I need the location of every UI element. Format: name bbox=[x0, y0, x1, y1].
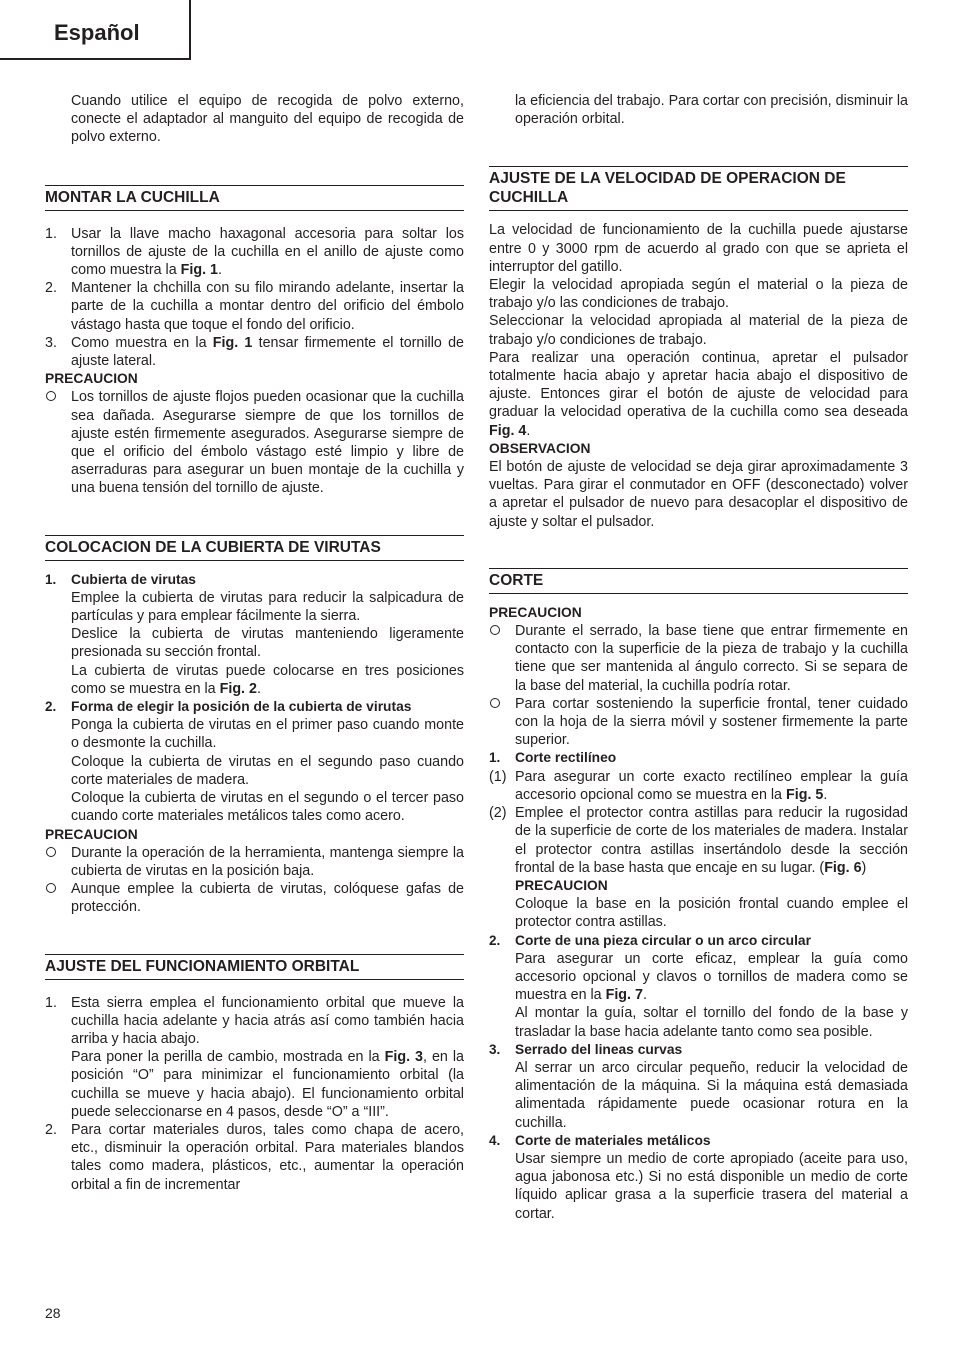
chip-step-1: 1. Cubierta de virutas Emplee la cubierta de virutas para reducir la salpicadura de partículas y para emplear fácilmente la sierra. Deslice la cubierta de virutas manteniendo ligeramente presionada su sección frontal. La cubierta de virutas puede colocarse en tres posiciones como se muestra en la Fig. 2. bbox=[45, 571, 464, 697]
orbital-step-1: 1. Esta sierra emplea el funcionamiento orbital que mueve la cuchilla hacia adelante y hacia atrás así como también hacia arriba y hacia abajo. Para poner la perilla de cambio, mostrada en la Fig. 3, en la posición “O” para minimizar el funcionamiento orbital (la cuchilla se mueve y hacia abajo). El funcionamiento orbital puede seleccionarse en 4 pasos, desde “O” a “III”. bbox=[45, 994, 465, 1120]
mount-steps bbox=[45, 225, 464, 498]
cut-body bbox=[489, 604, 908, 1223]
section-title-speed: AJUSTE DE LA VELOCIDAD DE OPERACION DE CUCHILLA bbox=[489, 166, 908, 211]
circle-bullet-icon bbox=[490, 625, 500, 635]
mount-step-3: 3. Como muestra en la Fig. 1 tensar firmemente el tornillo de ajuste lateral. bbox=[45, 334, 464, 370]
cut-step-3: 3. Serrado del lineas curvas Al serrar un arco circular pequeño, reducir la velocidad de alimentación de la máquina. Si la máquina está demasiada alimentada rápidamente puede ocasionar rotura en la cuchilla. bbox=[489, 1041, 908, 1131]
orbital-step-2: 2. Para cortar materiales duros, tales como chapa de acero, etc., disminuir la operación orbital. Para materiales blandos tales como madera, plásticos, etc., aumentar la operación orbital a fin de incrementar bbox=[45, 1121, 464, 1193]
cut-caution-item-1: Durante el serrado, la base tiene que entrar firmemente en contacto con la superficie de la pieza de trabajo y la cuchilla tiene que ser mantenida al ángulo correcto. Si se separa de la base del material, la cuchilla podría rotar. bbox=[489, 622, 908, 695]
circle-bullet-icon bbox=[46, 883, 56, 893]
cut-caution-label: PRECAUCION bbox=[489, 604, 582, 620]
mount-caution-item: Los tornillos de ajuste flojos pueden ocasionar que la cuchilla sea dañada. Asegurarse siempre de que los tornillos de ajuste estén firmemente asegurados. Asegurarse siempre de que el orificio del émbolo vástago esté limpio y libre de aserraduras para asegurar un buen montaje de la cuchilla y una buena tensión del tornillo de ajuste. bbox=[45, 388, 464, 497]
circle-bullet-icon bbox=[46, 847, 56, 857]
page-number: 28 bbox=[45, 1305, 61, 1321]
chip-caution-item-2: Aunque emplee la cubierta de virutas, colóquese gafas de protección. bbox=[45, 880, 464, 916]
orbital-continuation: la eficiencia del trabajo. Para cortar con precisión, disminuir la operación orbital. bbox=[515, 93, 908, 128]
chip-guard-caution-label: PRECAUCION bbox=[515, 877, 608, 893]
section-title-cut: CORTE bbox=[489, 568, 908, 594]
cut-step-2: 2. Corte de una pieza circular o un arco circular Para asegurar un corte eficaz, emplear la guía como accesorio opcional y clavos o tornillos de madera como se muestra en la Fig. 7. Al montar la guía, soltar el tornillo del fondo de la base y trasladar la base hacia adelante tanto como sea posible. bbox=[489, 932, 908, 1040]
mount-step-1: 1. Usar la llave macho haxagonal accesoria para soltar los tornillos de ajuste de la cuchilla en el anillo de ajuste como como muestra la Fig. 1. bbox=[45, 225, 464, 279]
circle-bullet-icon bbox=[46, 391, 56, 401]
section-title-chip-cover: COLOCACION DE LA CUBIERTA DE VIRUTAS bbox=[45, 535, 464, 561]
chip-caution-label: PRECAUCION bbox=[45, 826, 138, 842]
left-column bbox=[45, 92, 464, 1194]
chip-caution-item-1: Durante la operación de la herramienta, mantenga siempre la cubierta de virutas en la posición baja. bbox=[45, 844, 464, 880]
cut-step-1-2: (2) Emplee el protector contra astillas para reducir la rugosidad de la superficie de corte de los materiales de madera. Instalar el protector contra astillas insertándolo desde la sección frontal de la base hasta que encaje en su lugar. (Fig. 6) PRECAUCION Coloque la base en la posición frontal cuando emplee el protector contra astillas. bbox=[489, 805, 908, 931]
orbital-steps bbox=[45, 994, 464, 1194]
mount-caution-label: PRECAUCION bbox=[45, 371, 138, 387]
cut-step-4: 4. Corte de materiales metálicos Usar siempre un medio de corte apropiado (aceite para uso, agua jabonosa etc.) Si no está disponible un medio de corte líquido aplicar grasa a la superficie trasera del material a cortar. bbox=[489, 1132, 908, 1222]
speed-observation-text: El botón de ajuste de velocidad se deja girar aproximadamente 3 vueltas. Para girar el conmutador en OFF (desconectado) volver a apretar el pulsador de nuevo para desacoplar el dispositivo de ajuste y soltar el pulsador. bbox=[489, 459, 908, 530]
cut-step-1-1: (1) Para asegurar un corte exacto rectilíneo emplear la guía accesorio opcional como se muestra en la Fig. 5. bbox=[489, 768, 908, 803]
language-label: Español bbox=[54, 20, 140, 45]
section-title-mount: MONTAR LA CUCHILLA bbox=[45, 185, 464, 211]
cut-caution-item-2: Para cortar sosteniendo la superficie frontal, tener cuidado con la hoja de la sierra móvil y sostener firmemente la parte superior. bbox=[489, 695, 908, 750]
section-title-orbital: AJUSTE DEL FUNCIONAMIENTO ORBITAL bbox=[45, 954, 464, 980]
mount-step-2: 2. Mantener la chchilla con su filo mirando adelante, insertar la parte de la cuchilla a montar dentro del orificio del émbolo vástago hasta que toque el fondo del orificio. bbox=[45, 280, 464, 333]
chip-cover-steps bbox=[45, 571, 464, 917]
circle-bullet-icon bbox=[490, 698, 500, 708]
language-tab bbox=[0, 0, 191, 60]
intro-paragraph: Cuando utilice el equipo de recogida de polvo externo, conecte el adaptador al manguito del equipo de recogida de polvo externo. bbox=[71, 93, 464, 146]
right-column bbox=[489, 92, 908, 1223]
speed-body: La velocidad de funcionamiento de la cuchilla puede ajustarse entre 0 y 3000 rpm de acuerdo al grado con que se aprieta el interruptor del gatillo. Elegir la velocidad apropiada según el material o la pieza de trabajo y/o las condiciones de trabajo. Seleccionar la velocidad apropiada al material de la pieza de trabajo y/o condiciones de trabajo. Para realizar una operación continua, apretar el pulsador totalmente hacia abajo y apretar hacia abajo el dispositivo de ajuste. Entonces girar el botón de ajuste de velocidad para graduar la velocidad operativa de la cuchilla como sea deseada Fig. 4. OBSERVACION El botón de ajuste de velocidad se deja girar aproximadamente 3 vueltas. Para girar el conmutador en OFF (desconectado) volver a apretar el pulsador de nuevo para desacoplar el dispositivo de ajuste y soltar el pulsador. bbox=[489, 222, 908, 530]
cut-step-1: 1. Corte rectilíneo bbox=[489, 750, 617, 766]
speed-observation-label: OBSERVACION bbox=[489, 440, 591, 456]
chip-step-2: 2. Forma de elegir la posición de la cubierta de virutas Ponga la cubierta de virutas en el primer paso cuando monte o desmonte la cuchilla. Coloque la cubierta de virutas en el segundo paso cuando corte materiales de madera. Coloque la cubierta de virutas en el segundo o el tercer paso cuando corte materiales metálicos tales como acero. bbox=[45, 699, 464, 825]
